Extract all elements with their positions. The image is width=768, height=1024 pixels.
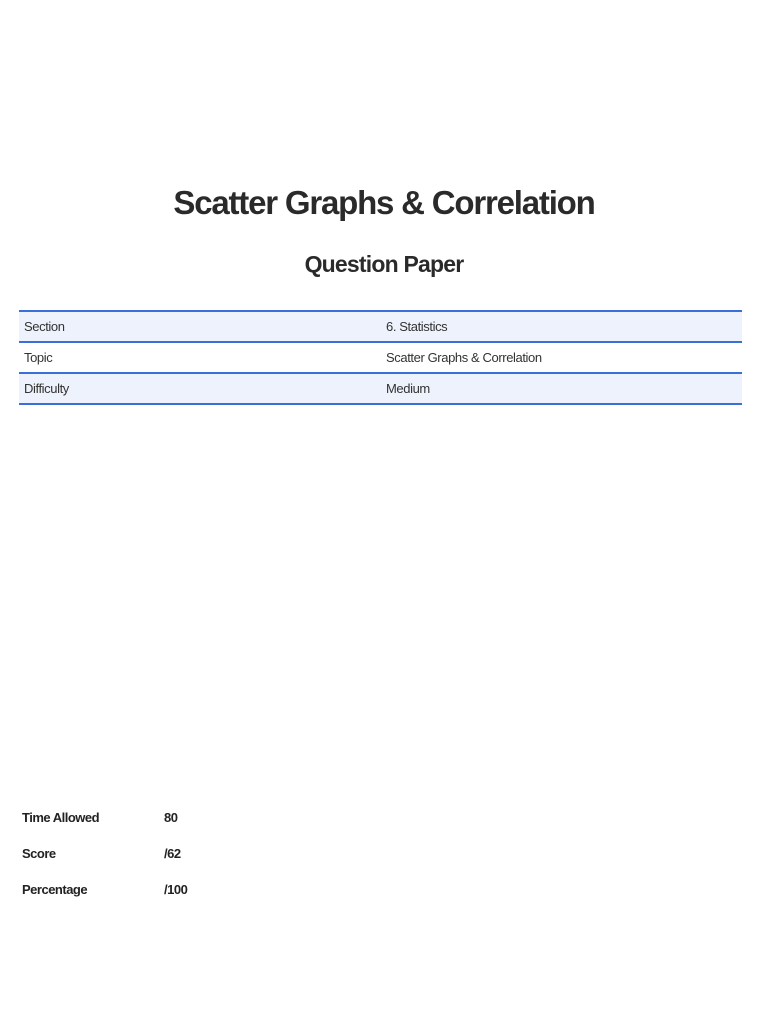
score-value: /62 — [164, 846, 181, 861]
summary-row-score — [22, 846, 244, 882]
page-title: Scatter Graphs & Correlation — [173, 184, 595, 221]
topic-value: Scatter Graphs & Correlation — [381, 342, 742, 373]
section-label: Section — [19, 311, 381, 342]
time-allowed-label: Time Allowed — [22, 810, 100, 825]
difficulty-value: Medium — [381, 373, 742, 404]
info-table — [19, 310, 742, 405]
table-row-topic — [19, 342, 742, 373]
summary-row-time — [22, 810, 244, 846]
table-row-difficulty — [19, 373, 742, 404]
score-label: Score — [22, 846, 56, 861]
table-row-section — [19, 311, 742, 342]
difficulty-label: Difficulty — [19, 373, 381, 404]
score-summary — [22, 810, 244, 918]
section-value: 6. Statistics — [381, 311, 742, 342]
percentage-label: Percentage — [22, 882, 88, 897]
time-allowed-value: 80 — [164, 810, 178, 825]
summary-row-percentage — [22, 882, 244, 918]
page-subtitle: Question Paper — [304, 251, 464, 277]
percentage-value: /100 — [164, 882, 188, 897]
topic-label: Topic — [19, 342, 381, 373]
